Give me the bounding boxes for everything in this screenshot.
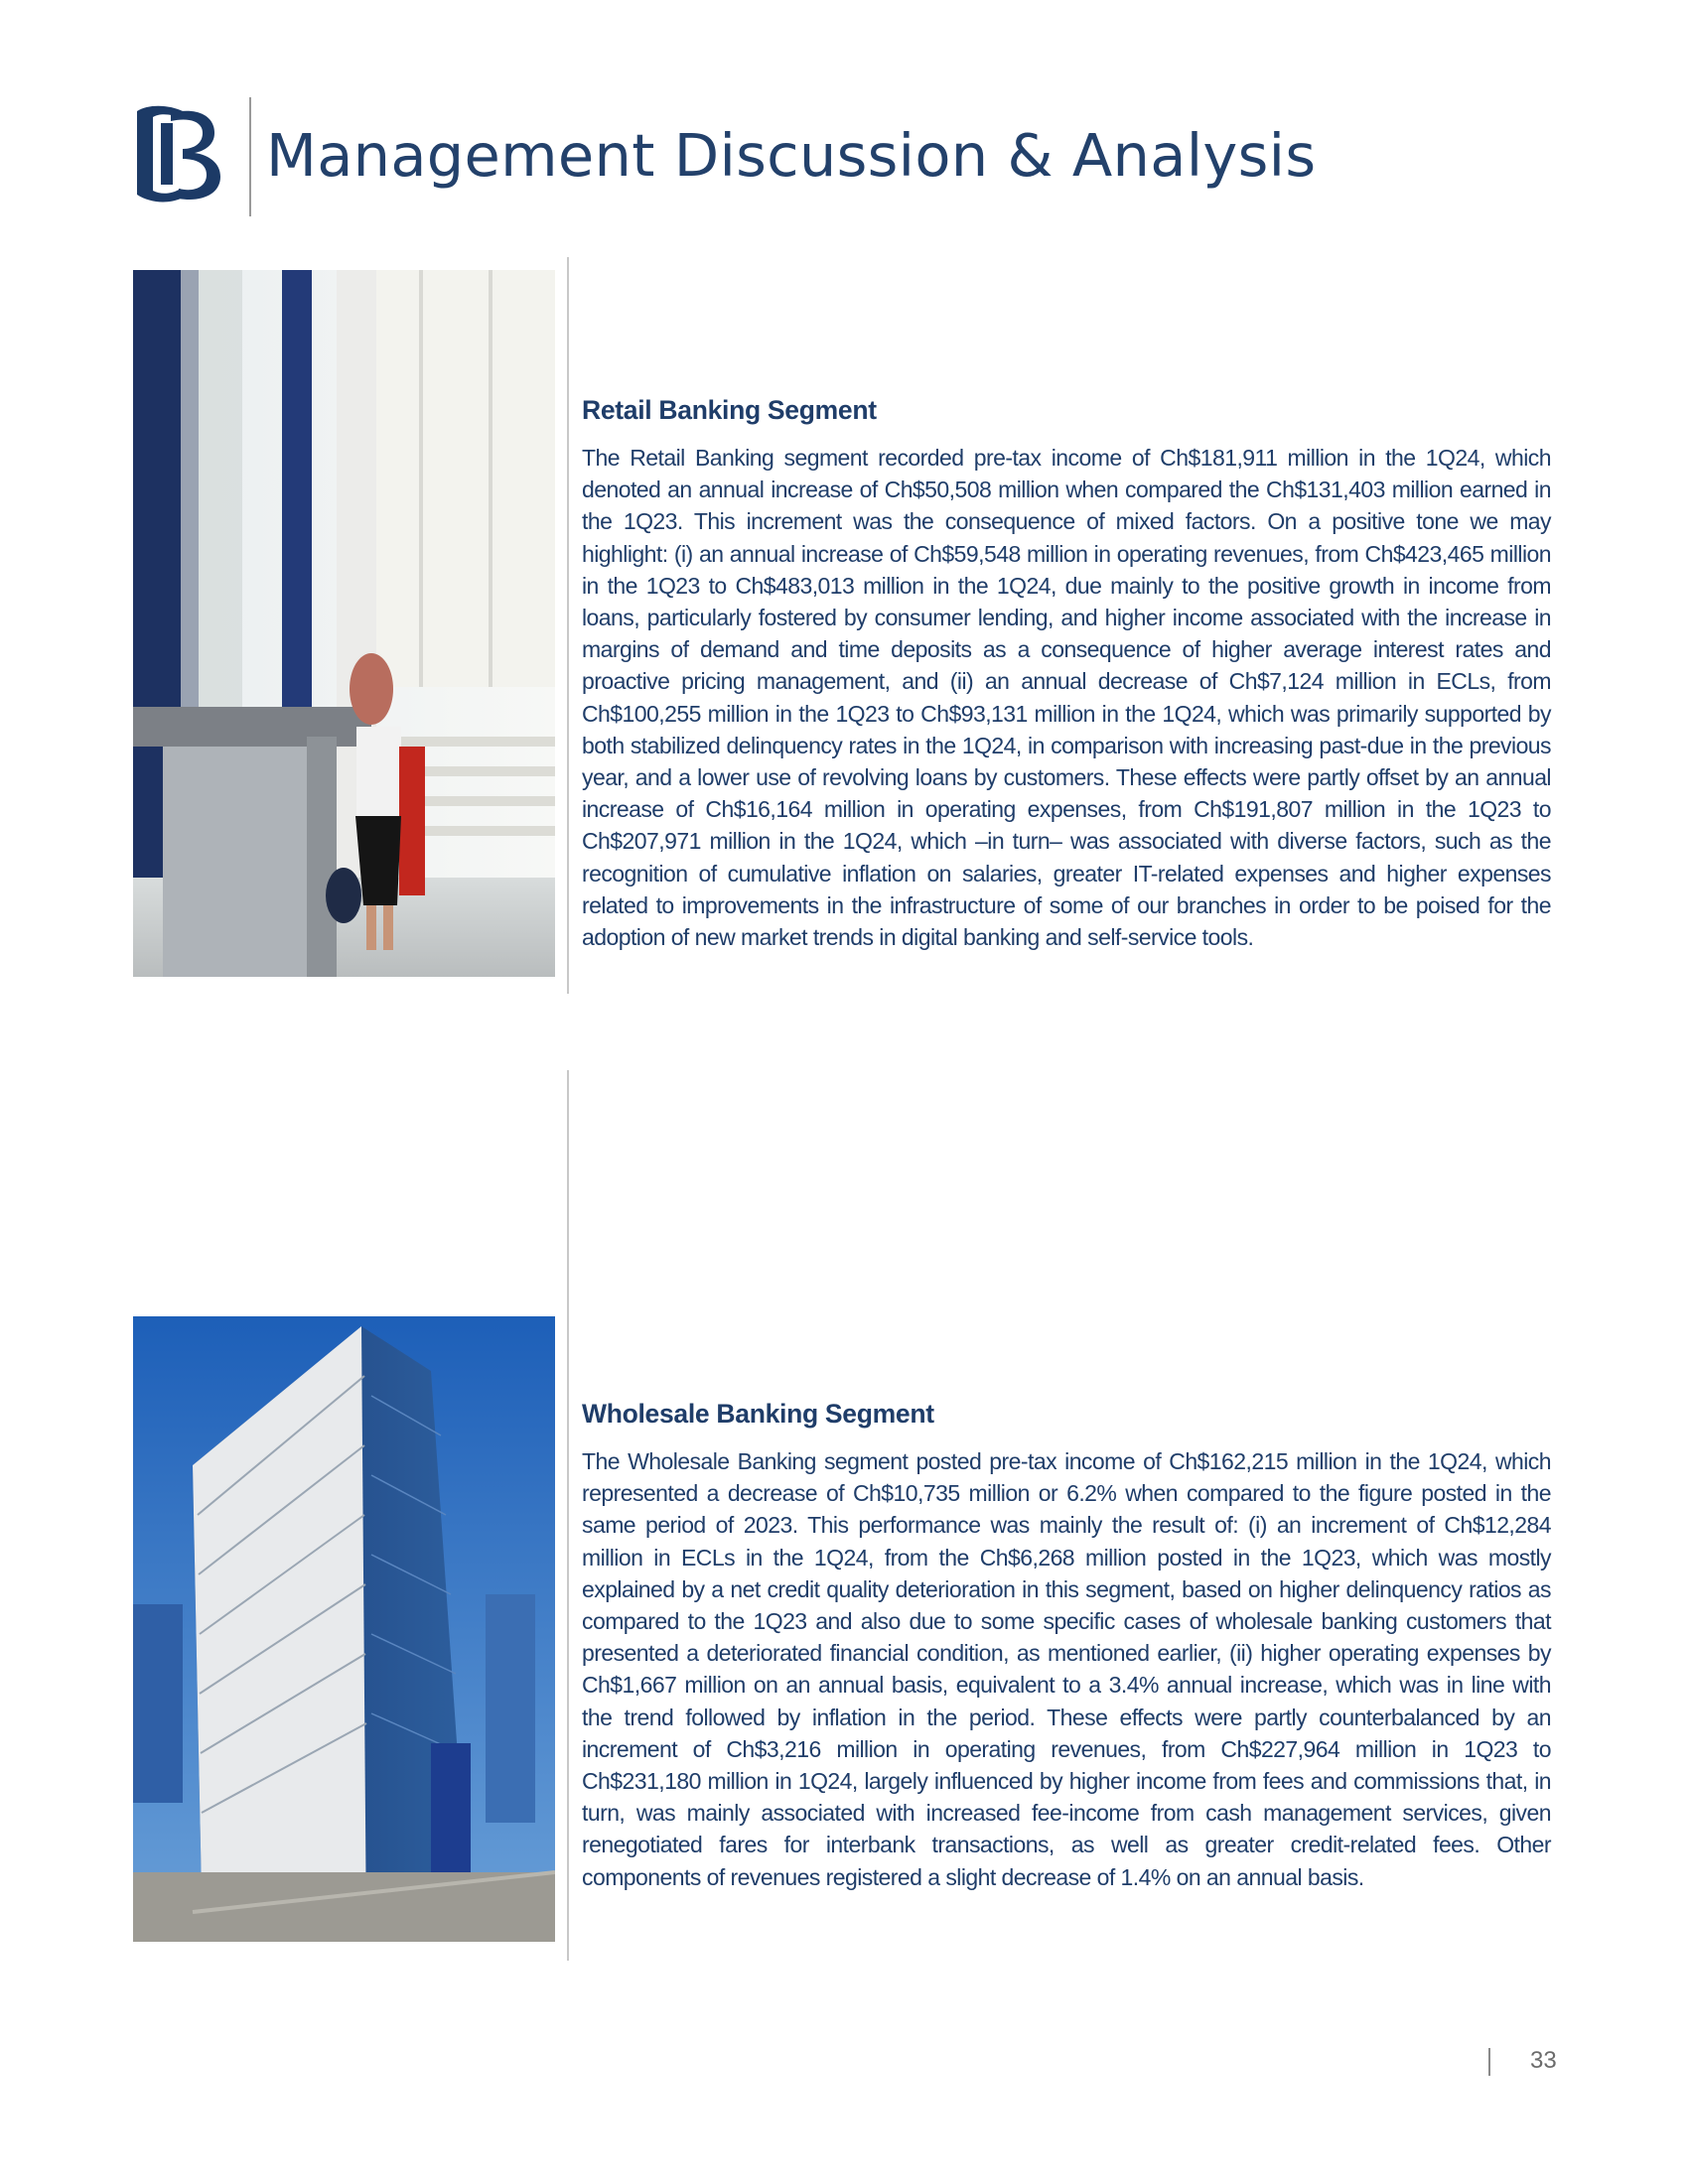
footer-separator xyxy=(1488,2048,1490,2076)
page-title: Management Discussion & Analysis xyxy=(266,121,1317,190)
header-divider xyxy=(249,97,251,216)
retail-branch-photo xyxy=(133,270,555,977)
wholesale-banking-section xyxy=(582,1399,1551,1893)
section-divider xyxy=(567,257,569,994)
bank-logo xyxy=(131,103,222,203)
section-divider xyxy=(567,1070,569,1961)
retail-banking-section xyxy=(582,395,1551,953)
section-body: The Retail Banking segment recorded pre-tax income of Ch$181,911 million in the 1Q24, which denoted an annual increase of Ch$50,508 million when compared the Ch$131,403 million earned in the 1Q23. This increment was the consequence of mixed factors. On a positive tone we may highlight: (i) an annual increase of Ch$59,548 million in operating revenues, from Ch$423,465 million in the 1Q23 to Ch$483,013 million in the 1Q24, due mainly to the positive growth in income from loans, particularly fostered by consumer lending, and higher income associated with the increase in margins of demand and time deposits as a consequence of higher average interest rates and proactive pricing management, and (ii) an annual decrease of Ch$7,124 million in ECLs, from Ch$100,255 million in the 1Q23 to Ch$93,131 million in the 1Q24, which was primarily supported by both stabilized delinquency rates in the 1Q24, in comparison with increasing past-due in the previous year, and a lower use of revolving loans by customers. These effects were partly offset by an annual increase of Ch$16,164 million in operating expenses, from Ch$191,807 million in the 1Q23 to Ch$207,971 million in the 1Q24, which –in turn– was associated with diverse factors, such as the recognition of cumulative inflation on salaries, greater IT-related expenses and higher expenses related to improvements in the infrastructure of some of our branches in order to be poised for the adoption of new market trends in digital banking and self-service tools. xyxy=(582,445,1551,951)
section-heading: Wholesale Banking Segment xyxy=(582,1399,934,1429)
section-heading: Retail Banking Segment xyxy=(582,395,877,425)
section-body: The Wholesale Banking segment posted pre-tax income of Ch$162,215 million in the 1Q24, which represented a decrease of Ch$10,735 million or 6.2% when compared to the figure posted in the same period of 2023. This performance was mainly the result of: (i) an increment of Ch$12,284 million in ECLs in the 1Q24, from the Ch$6,268 million posted in the 1Q23, which was mostly explained by a net credit quality deterioration in this segment, based on higher delinquency ratios as compared to the 1Q23 and also due to some specific cases of wholesale banking customers that presented a deteriorated financial condition, as mentioned earlier, (ii) higher operating expenses by Ch$1,667 million on an annual basis, equivalent to a 3.4% annual increase, which was in line with the trend followed by inflation in the period. These effects were partly counterbalanced by an increment of Ch$3,216 million in operating revenues, from Ch$227,964 million in 1Q23 to Ch$231,180 million in 1Q24, largely influenced by higher income from fees and commissions that, in turn, was mainly associated with increased fee-income from cash management services, given renegotiated fares for interbank transactions, as well as greater credit-related fees. Other components of revenues registered a slight decrease of 1.4% on an annual basis. xyxy=(582,1448,1551,1890)
headquarters-building-photo xyxy=(133,1316,555,1942)
page-number: 33 xyxy=(1530,2047,1557,2074)
